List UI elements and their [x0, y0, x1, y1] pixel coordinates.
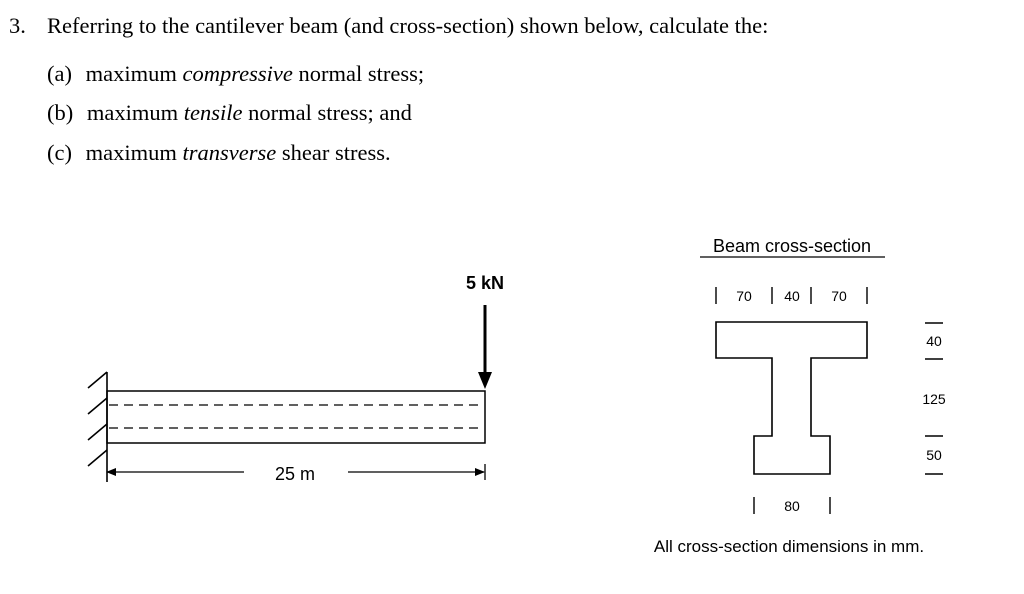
load-arrow-head	[478, 372, 492, 389]
part-text: maximum	[86, 100, 179, 125]
dim-top-flange: 40	[926, 333, 942, 349]
part-emphasis: transverse	[182, 140, 277, 165]
part-text: normal stress;	[298, 61, 425, 86]
part-emphasis: compressive	[182, 61, 293, 86]
wall-hatch	[88, 450, 107, 466]
units-note: All cross-section dimensions in mm.	[653, 537, 925, 556]
cross-section-shape	[716, 322, 867, 474]
part-label: (b)	[47, 100, 74, 125]
point-load	[466, 273, 504, 389]
dim-flange-left: 70	[736, 288, 752, 304]
part-label: (a)	[47, 61, 72, 86]
dim-bottom-flange: 50	[926, 447, 942, 463]
cross-section-title: Beam cross-section	[712, 236, 872, 256]
dim-bottom-width: 80	[784, 498, 800, 514]
part-text: maximum	[85, 140, 177, 165]
part-text: maximum	[85, 61, 177, 86]
part-text: shear stress.	[281, 140, 391, 165]
question-stem: Referring to the cantilever beam (and cross-section) shown below, calculate the:	[47, 13, 769, 38]
part-text: normal stress; and	[248, 100, 412, 125]
cantilever-beam	[107, 391, 485, 443]
wall-hatch	[88, 372, 107, 388]
beam-outline	[107, 391, 485, 443]
load-label: 5 kN	[465, 273, 505, 293]
wall-hatch	[88, 398, 107, 414]
part-emphasis: tensile	[183, 100, 243, 125]
dim-web-height: 125	[922, 391, 946, 407]
span-label: 25 m	[274, 464, 316, 484]
fixed-support	[88, 372, 107, 482]
wall-hatch	[88, 424, 107, 440]
dim-web-width: 40	[784, 288, 800, 304]
part-label: (c)	[47, 140, 72, 165]
question-number: 3.	[9, 13, 26, 38]
dim-flange-right: 70	[831, 288, 847, 304]
